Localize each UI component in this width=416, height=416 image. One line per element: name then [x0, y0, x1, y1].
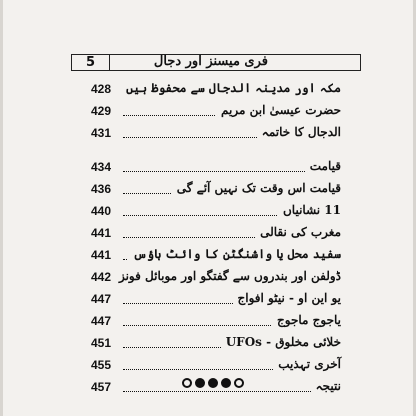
ornament-circle-icon	[208, 378, 218, 388]
toc-page-number: 428	[91, 82, 112, 96]
toc-entry	[91, 124, 341, 146]
toc-page-number: 447	[91, 292, 112, 306]
book-title: فری میسنز اور دجال	[153, 54, 268, 69]
toc-entry-title: قیامت اس وقت تک نہیں آئے گی	[172, 180, 341, 196]
toc-entry	[91, 246, 341, 268]
toc-entry	[91, 180, 341, 202]
toc-entry-title: آخری تہذیب	[273, 356, 341, 372]
toc-entry	[91, 158, 341, 180]
toc-entry	[91, 224, 341, 246]
toc-entry	[91, 334, 341, 356]
toc-page-number: 455	[91, 358, 112, 372]
toc-entry-title: حضرت عیسیٰ ابن مریم	[216, 102, 341, 118]
dot-leader	[123, 391, 341, 392]
toc-entry-title: نتیجہ	[311, 378, 341, 394]
toc-entry-title: 11 نشانیاں	[278, 202, 341, 218]
toc-entry-title: یو این او - نیٹو افواج	[233, 290, 341, 306]
toc-entry-title: یاجوج ماجوج	[272, 312, 341, 328]
toc-entry	[91, 268, 341, 290]
toc-page-number: 447	[91, 314, 112, 328]
toc-page-number: 442	[91, 270, 112, 284]
ornament-circle-icon	[234, 378, 244, 388]
toc-page-number: 434	[91, 160, 112, 174]
toc-entry-title: ڈولفن اور بندروں سے گفتگو اور موبائل فونز	[114, 268, 341, 284]
toc-entry-title: سفید محل یا واشنگٹن کا وائٹ ہاؤس	[128, 246, 341, 262]
toc-page-number: 436	[91, 182, 112, 196]
footer-ornament	[173, 378, 253, 388]
toc-entry	[91, 356, 341, 378]
toc-entry	[91, 80, 341, 102]
page-number: 5	[72, 55, 110, 70]
table-of-contents	[91, 80, 341, 400]
toc-entry	[91, 202, 341, 224]
toc-entry-title: مغرب کی نقالی	[255, 224, 341, 240]
toc-entry-title: الدجال کا خاتمہ	[257, 124, 341, 140]
toc-page-number: 457	[91, 380, 112, 394]
toc-page-number: 441	[91, 226, 112, 240]
toc-entry	[91, 290, 341, 312]
toc-page-number: 451	[91, 336, 112, 350]
ornament-circle-icon	[221, 378, 231, 388]
toc-page-number: 429	[91, 104, 112, 118]
toc-entry	[91, 312, 341, 334]
ornament-circle-icon	[195, 378, 205, 388]
ornament-circle-icon	[182, 378, 192, 388]
toc-entry-title: مکہ اور مدینہ الدجال سے محفوظ ہیں	[121, 80, 341, 96]
toc-page-number: 431	[91, 126, 112, 140]
page-header	[71, 54, 361, 71]
toc-entry	[91, 102, 341, 124]
toc-entry-title: قیامت	[305, 158, 341, 174]
toc-entry-title: خلائی مخلوق - UFOs	[221, 334, 341, 350]
toc-page-number: 440	[91, 204, 112, 218]
toc-page-number: 441	[91, 248, 112, 262]
